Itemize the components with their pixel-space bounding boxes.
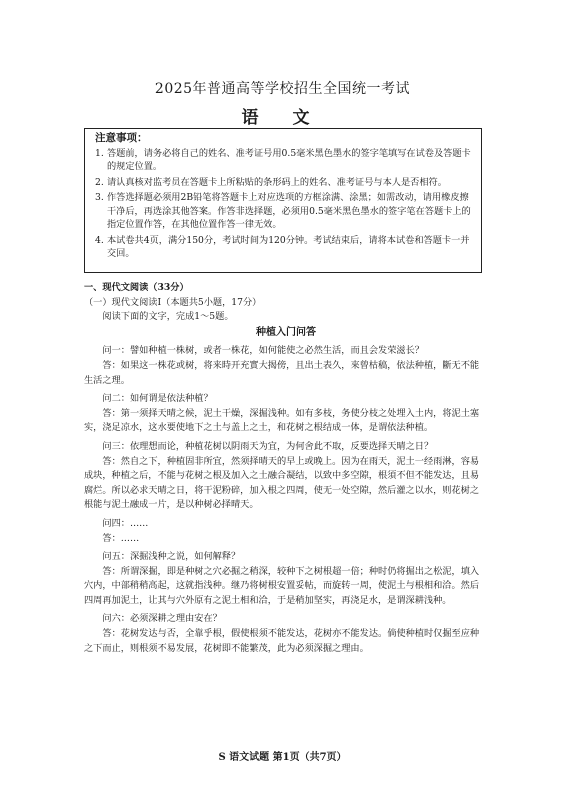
notice-item-number: 3. — [95, 192, 104, 203]
reading-instruction: 阅读下面的文字，完成1～5题。 — [102, 311, 234, 323]
notice-item-text: 请认真核对监考员在答题卡上所粘贴的条形码上的姓名、准考证号与本人是否相符。 — [107, 176, 447, 188]
answer-text: 答：然自之下，种植固非所宜，然须择晴天的早上或晚上。因为在雨天，泥土一经雨淋，容易成块，种植之后，不能与花树之根及加入之土融合凝结，以致中多空隙，根須不但不能发达，且易腐烂。所以必求天晴之日，将干泥粉碎，加入根之四周，使无一处空隙，然后灌之以水，则花树之根能与泥土融成一片，是以种树必择晴天。 — [84, 455, 480, 511]
notice-item-number: 4. — [95, 234, 104, 246]
question-text: 问一：譬如种植一株树，或者一株花，如何能使之必然生活，而且会发荣滋长？ — [102, 345, 424, 357]
notice-item — [95, 147, 473, 174]
question-text: 问四：…… — [102, 517, 149, 529]
notice-box — [84, 128, 482, 273]
exam-title: 2025年普通高等学校招生全国统一考试 — [154, 81, 411, 97]
notice-item-number: 2. — [95, 176, 104, 188]
answer-text: 答：所谓深掘，即是种树之穴必掘之稍深，较种下之树根超一倍；种时仍将掘出之松泥，填入穴内，中部稍稍高起，这就指浅种。继乃将树根安置妥帖，而旋转一周，使泥土与根相和洽。然后四周再加泥土，让其与穴外原有之泥土相和洽，于是稍加坚实，再浇足水，是谓深耕浅种。 — [84, 565, 480, 606]
notice-item-number: 1. — [95, 147, 104, 159]
subsection-heading: （一）现代文阅读Ⅰ（本题共5小题，17分） — [84, 296, 262, 308]
answer-text: 答：第一须择天晴之候，泥土干燥，深掘浅种。如有多枝，务使分枝之处埋入土内，将泥土塞实，浇足凉水，这水要使地下之土与盖上之土，和花树之根结成一体，是谓依法种植。 — [84, 407, 480, 434]
question-text: 问三：依理想而论，种植花树以阴雨天为宜，为何舍此不取，反要选择天晴之日？ — [102, 440, 434, 452]
page-footer: S 语文试题 第1页（共7页） — [218, 752, 347, 763]
question-text: 问二：如何谓是依法种植？ — [102, 393, 213, 405]
answer-text: 答：如果这一株花或树，将来時开充實大揭傍，且出土表久，來曾枯稿，依法种植，斷无不能生活之理。 — [84, 359, 480, 386]
article-title: 种植入门问答 — [256, 326, 316, 338]
question-text: 问六：必须深耕之理由安在？ — [102, 613, 222, 625]
notice-item — [95, 176, 473, 190]
answer-text: 答：花树发达与否，全靠乎根，假使根须不能发达，花树亦不能发达。倘使种植时仅掘至应种之下而止，则根须不易发展，花树即不能繁茂，此为必须深掘之理由。 — [84, 628, 480, 654]
notice-heading: 注意事项： — [95, 132, 148, 144]
reading-section — [84, 281, 488, 656]
notice-item-text: 答题前，请务必将自己的姓名、准考证号用0.5毫米黑色墨水的签字笔填写在试卷及答题卡的规定位置。 — [107, 147, 471, 172]
notice-item-text: 本试卷共4页，满分150分，考试时间为120分钟。考试结束后，请将本试卷和答题卡一并交回。 — [107, 234, 470, 259]
notice-item — [95, 191, 473, 232]
notice-item-text: 作答选择题必须用2B铅笔将答题卡上对应选项的方框涂满、涂黑；如需改动，请用橡皮擦干净后，再选涂其他答案。作答非选择题，必须用0.5毫米黑色墨水的签字笔在答题卡上的指定位置作答，在其他位置作答一律无效。 — [107, 192, 471, 230]
section-heading: 一、现代文阅读（33分） — [84, 282, 189, 293]
question-text: 问五：深掘浅种之说，如何解释？ — [102, 551, 241, 563]
notice-item — [95, 234, 473, 261]
answer-text: 答：…… — [102, 532, 140, 544]
subject-title: 语 文 — [241, 108, 324, 128]
